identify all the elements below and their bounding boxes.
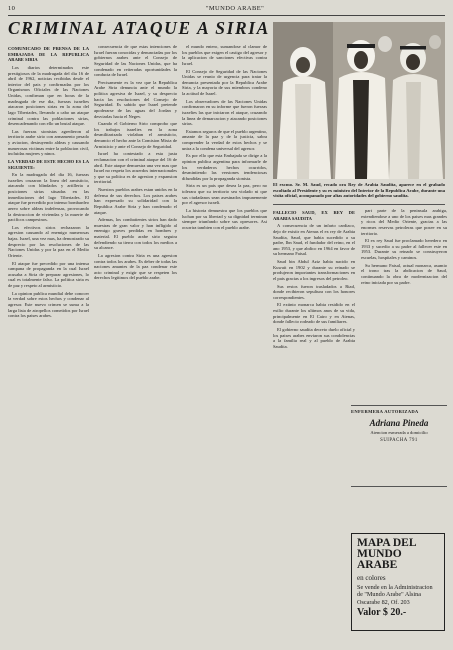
subheading: LA VERDAD DE ESTE HECHO ES LA SIGUIENTE:: [8, 158, 89, 170]
nurse-name: Adriana Pineda: [369, 418, 429, 428]
nurse-address: SUIPACHA 791: [380, 438, 418, 444]
paragraph: part parte de la peninsula arabiga, extendiendose a uno de los paises mas grandes y ricos del Medio Oriente, gracias a las enormes reservas petroleras que posee en su territorio.: [361, 208, 447, 236]
article-column-4: [273, 208, 355, 644]
nurse-advertisement: [351, 409, 447, 482]
paragraph: Precisamente es la vez que la Republica Arabe Siria denuncia ante el mundo la politica agresiva de Israel, y su desprecio hacia las resoluciones del Consejo de Seguridad. Es sabido que Israel pretende apoderarse de las aguas del Jordan y desviarlas hacia el Negev.: [94, 79, 177, 119]
nurse-ad-title: ENFERMERA AUTORIZADA: [351, 409, 419, 414]
paragraph: Sus restos fueron trasladados a Riad, donde recibieron sepultura con los honores correspondientes.: [273, 283, 355, 300]
map-ad-subtitle: en colores: [357, 574, 386, 582]
paragraph: El ex rey Saud fue proclamado heredero en 1933 y sucedio a su padre al fallecer este en 1953. Durante su reinado se construyeron escuelas, hospitales y caminos.: [361, 238, 447, 260]
paragraph: El ataque fue precedido por una intensa campana de propaganda en la cual Israel acusaba a Siria de preparar agresiones, lo cual es totalmente falso. La politica siria es de paz y respeto al armisticio.: [8, 260, 89, 288]
paragraph: Las fuerzas sionistas agredieron al territorio arabe sirio con armamento pesado y aviacion, destruyendo aldeas y causando numerosas victimas entre la poblacion civil, incluidas mujeres y ninos.: [8, 128, 89, 157]
paragraph: consecuencia de que estas intenciones de Israel fueran conocidas y denunciadas por los gobiernos arabes ante el Consejo de Seguridad de las Naciones Unidas, que ha condenado en reiteradas oportunidades la conducta de Israel.: [94, 44, 177, 78]
paragraph: El gobierno saudita decreto duelo oficial y los paises arabes enviaron sus condolencias a la familia real y al pueblo de Arabia Saudita.: [273, 326, 355, 349]
map-ad-title: MAPA DEL MUNDO ARABE: [357, 537, 416, 571]
paragraph: Cuando el Gobierno Sirio comprobo que los trabajos israelies en la zona desmilitarizada violaban el armisticio, denuncio el hecho ante la Comision Mixta de Armisticio y ante el Consejo de Seguridad.: [94, 121, 177, 149]
nurse-service: Atencion esmerada a domicilio: [370, 430, 428, 435]
paragraph: Ademas, los combatientes sirios han dado muestras de gran valor y han infligido al enemigo graves perdidas en hombres y material. El pueblo arabe sirio seguira defendiendo su tierra con todos los medios a su alcance.: [94, 217, 177, 251]
divider: [351, 486, 447, 487]
top-rule: [8, 15, 445, 16]
divider: [273, 204, 445, 205]
page-number: 10: [8, 5, 16, 12]
paragraph: El extinto monarca habia residido en el exilio durante los ultimos anos de su vida, principalmente en El Cairo y en Atenas, donde fallecio rodeado de sus familiares.: [273, 302, 355, 325]
map-advertisement: [351, 533, 445, 631]
article-column-1: [8, 44, 89, 644]
photo-figures-image: [273, 22, 445, 179]
map-ad-price: Valor $ 20.-: [357, 607, 407, 619]
paragraph: Los diarios determinados este prestigiosos de la madrugada del dia 16 de abril de 1962, noticias recibidas desde el interior del pais y confirmadas por los Organismos Oficiales de las Naciones Unidas, confirman que en horas de la madrugada de ese dia, fuerzas israelies atacaron posiciones sirias en la zona del lago Tiberiades, llevando a cabo un ataque criminal contra las poblaciones sirias, desencadenando con ello un brutal ataque.: [8, 64, 89, 127]
article-column-5: [361, 208, 447, 405]
publication-name: "MUNDO ARABE": [205, 5, 265, 12]
paragraph: Su hermano Faisal, actual monarca, asumio el trono tras la abdicacion de Saud, continuando la obra de modernizacion del reino iniciada por su padre.: [361, 262, 447, 285]
article-column-2: [94, 44, 177, 644]
paragraph: el mundo entero, sumandose al clamor de los pueblos que exigen el castigo del agresor y la aplicacion de sanciones efectivas contra Israel.: [182, 44, 267, 66]
news-photograph: [273, 22, 445, 179]
paragraph: Saud bin Abdul Aziz habia nacido en Kuwait en 1902 y durante su reinado se produjeron importantes transformaciones en el pais gracias a los ingresos del petroleo.: [273, 259, 355, 281]
paragraph: Los observadores de las Naciones Unidas confirmaron en su informe que fueron fuerzas israelies las que iniciaron el ataque, cruzando la linea de demarcacion y atacando posiciones sirias.: [182, 98, 267, 127]
paragraph: El Consejo de Seguridad de las Naciones Unidas se reunio de urgencia para tratar la denuncia presentada por la Republica Arabe Siria, y la mayoria de sus miembros condeno la actitud de Israel.: [182, 68, 267, 96]
paragraph: La opinion publica mundial debe conocer la verdad sobre estos hechos y condenar al agresor. Este nuevo crimen se suma a la larga lista de atropellos cometidos por Israel contra los paises arabes.: [8, 290, 89, 319]
paragraph: Israel ha contestado a esta justa reclamacion con el criminal ataque del 16 de abril. Este ataque demuestra una vez mas que Israel no respeta los acuerdos internacionales y que su politica es de agresion y expansion territorial.: [94, 151, 177, 185]
paragraph: La agresion contra Siria es una agresion contra todos los arabes. Es deber de todas las naciones amantes de la paz condenar este acto criminal y exigir que se respeten los derechos legitimos del pueblo arabe.: [94, 252, 177, 281]
subheading: FALLECIO SAUD, EX REY DE ARABIA SAUDITA: [273, 210, 355, 221]
paragraph: A consecuencia de un infarto cardiaco, dejo de existir en Atenas el ex rey de Arabia Saudita, Saud, que habia sucedido a su padre, Ibn Saud, el fundador del reino, en el ano 1953, y que abdico en 1964 en favor de su hermano Faisal.: [273, 223, 355, 257]
headline: CRIMINAL ATAQUE A SIRIA: [8, 18, 270, 38]
paragraph: Nuestros pueblos arabes estan unidos en la defensa de sus derechos. Los paises arabes han expresado su solidaridad con la Republica Arabe Siria y han condenado el ataque.: [94, 187, 177, 215]
subheading: COMUNICADO DE PRENSA DE LA EMBAJADA DE LA REPUBLICA ARABE SIRIA: [8, 46, 89, 63]
article-column-3: [182, 44, 267, 644]
paragraph: Es por ello que esta Embajada se dirige a la opinion publica argentina para informarle de los verdaderos hechos ocurridos, desmintiendo las versiones tendenciosas difundidas por la propaganda sionista.: [182, 153, 267, 181]
paragraph: En la madrugada del dia 16, fuerzas israelies cruzaron la linea del armisticio, atacando con blindados y artilleria a posiciones sirias situadas en las inmediaciones del lago Tiberiades. El ataque fue precedido por intenso bombardeo aereo sobre aldeas indefensas, provocando la destruccion de viviendas y la muerte de pacificos campesinos.: [8, 172, 89, 223]
divider: [351, 405, 447, 406]
paragraph: Siria es un pais que desea la paz, pero no tolerara que su territorio sea violado ni que sus ciudadanos sean asesinados impunemente por el agresor israeli.: [182, 183, 267, 206]
paragraph: Los efectivos sirios rechazaron la agresion causando al enemigo numerosas bajas. Israel, una vez mas, ha demostrado su desprecio por las resoluciones de las Naciones Unidas y por la paz en el Medio Oriente.: [8, 224, 89, 258]
paragraph: La historia demuestra que los pueblos que luchan por su libertad y su dignidad terminan siempre triunfando sobre sus opresores. Asi ocurrira tambien con el pueblo arabe.: [182, 207, 267, 230]
photo-caption: El excmo. Sr. M. Saud, recado ora Rey de Arabia Saudita, aparece en el grabado escoltado al Presidente y su ex ministro del Interior de la Republica Arabe, durante una visita oficial, acompanado por altas autoridades del gobierno saudita.: [273, 182, 445, 199]
paragraph: Estamos seguros de que el pueblo argentino, amante de la paz y de la justicia, sabra comprender la verdad de estos hechos y se unira a la condena universal del agresor.: [182, 128, 267, 151]
map-ad-body: Se vende en la Administracion de "Mundo Arabe" Alsina Oscarabe 82, Of. 203: [357, 584, 433, 606]
